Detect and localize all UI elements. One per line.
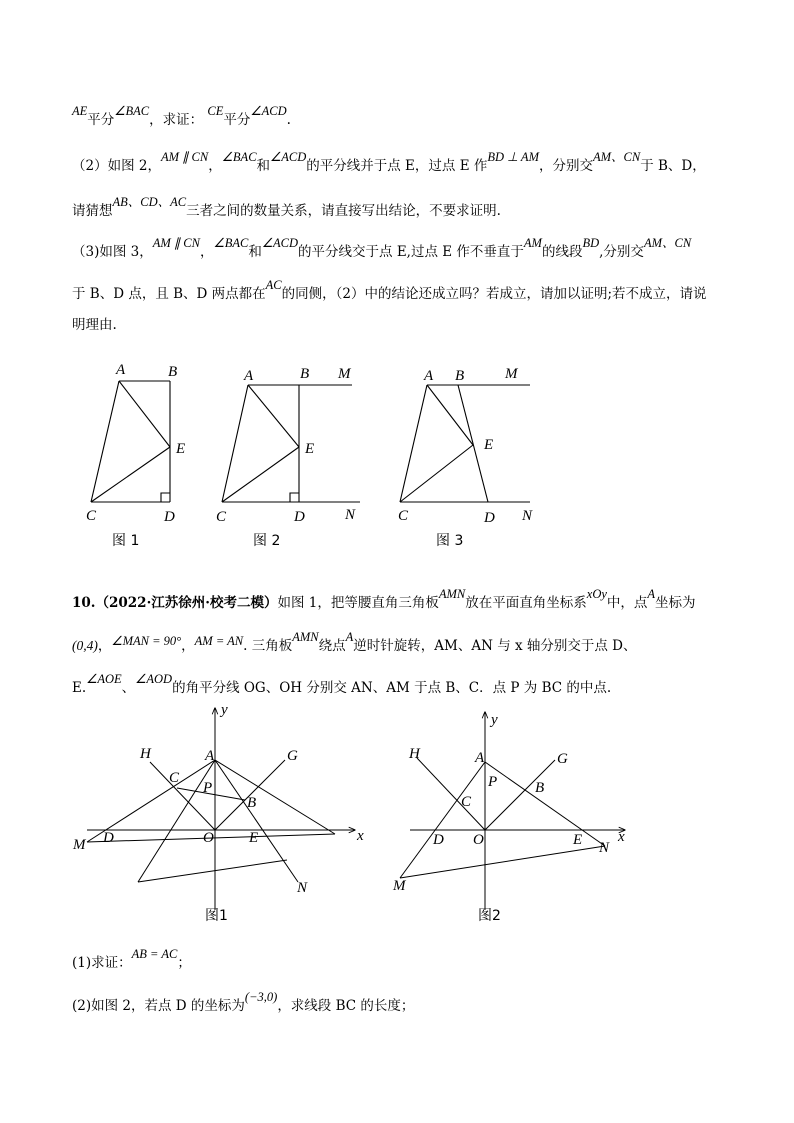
text: 放在平面直角坐标系 — [465, 595, 587, 611]
math-parallel: AM ∥ CN — [160, 150, 209, 164]
text: (2)如图 2，若点 D 的坐标为 — [72, 998, 245, 1014]
math-coord-d: (−3,0) — [244, 990, 278, 1004]
fig-q10-2-caption: 图2 — [478, 908, 501, 924]
fig1-caption: 图 1 — [112, 533, 140, 549]
text: 请猜想 — [72, 203, 113, 219]
text: 明理由. — [72, 317, 117, 333]
text: 绕点 — [318, 638, 346, 654]
fig-q10-2-oh — [417, 758, 485, 830]
fig1-segment-ac — [91, 381, 119, 502]
fig2-label-a: A — [244, 368, 254, 384]
text: 的同侧，（2）中的结论还成立吗？若成立，请加以证明;若不成立，请说 — [281, 286, 707, 302]
text: ，分别交 — [538, 158, 593, 174]
math-bac: ∠BAC — [213, 236, 249, 250]
fig1-segment-ae — [119, 381, 170, 447]
text: 三者之间的数量关系，请直接写出结论，不要求证明. — [186, 203, 501, 219]
text: ， — [97, 638, 112, 654]
text: . — [286, 112, 291, 128]
fig1-label-e: E — [176, 441, 186, 457]
text: 和 — [256, 158, 271, 174]
fig3-label-n: N — [522, 508, 533, 524]
fig-q10-2-label-b: B — [535, 780, 545, 796]
fig-q10-1-an — [215, 760, 335, 834]
fig3-label-a: A — [424, 368, 434, 384]
fig-q10-2-label-d: D — [433, 832, 444, 848]
fig-q10-1-label-b: B — [247, 795, 257, 811]
fig-q10-2-am — [400, 762, 485, 878]
fig-q10-1-label-a: A — [205, 748, 215, 764]
text: 的平分线交于点 E,过点 E 作不垂直于 — [298, 244, 524, 260]
fig-q10-1-label-c: C — [169, 770, 180, 786]
text: ； — [177, 955, 191, 971]
text: 和 — [248, 244, 262, 260]
fig-q10-2-label-y: y — [491, 712, 498, 728]
fig2-label-b: B — [300, 366, 310, 382]
math-a: A — [345, 630, 354, 644]
fig3-caption: 图 3 — [436, 533, 464, 549]
text: （2）如图 2， — [72, 158, 161, 174]
fig-q10-2-og — [485, 760, 555, 830]
text: 平分 — [87, 112, 115, 128]
fig-q10-1-label-d: D — [103, 830, 114, 846]
math-coord: (0,4) — [72, 638, 98, 653]
math-ae: AE — [72, 104, 88, 118]
fig-q10-1-label-e: E — [249, 830, 259, 846]
fig2-segment-ce — [222, 447, 299, 502]
fig1-label-c: C — [86, 508, 97, 524]
fig-q10-1-label-o: O — [203, 830, 214, 846]
math-bd: BD — [582, 236, 600, 250]
fig-q10-1-label-m: M — [73, 837, 86, 853]
paragraph-line-6 — [72, 315, 117, 335]
sub-question-2 — [72, 990, 415, 1016]
fig2-label-e: E — [305, 441, 315, 457]
fig2-label-m: M — [338, 366, 351, 382]
fig2-label-n: N — [345, 507, 356, 523]
fig-q10-2-label-x: x — [618, 829, 625, 845]
fig1-label-b: B — [168, 364, 178, 380]
sub-question-1 — [72, 947, 191, 973]
math-am-cn: AM、CN — [592, 150, 641, 164]
fig-q10-1-caption: 图1 — [205, 908, 228, 924]
text: ， — [208, 158, 222, 174]
fig-q10-1-label-g: G — [287, 748, 298, 764]
fig-q10-2-label-c: C — [461, 794, 472, 810]
text: ， — [181, 638, 195, 654]
math-ac: AC — [265, 278, 282, 292]
fig2-caption: 图 2 — [253, 533, 281, 549]
text: 的角平分线 OG、OH 分别交 AN、AM 于点 B、C．点 P 为 BC 的中点. — [172, 680, 612, 696]
fig2-segment-ae — [248, 385, 299, 447]
math-acd: ∠ACD — [270, 150, 307, 164]
paragraph-line-4 — [72, 236, 692, 262]
fig1-label-d: D — [164, 509, 175, 525]
text: ，求线段 BC 的长度； — [277, 998, 415, 1014]
math-bac: ∠BAC — [221, 150, 257, 164]
q10-line-3 — [72, 672, 612, 698]
text: 、 — [121, 680, 136, 696]
math-acd: ∠ACD — [250, 104, 287, 118]
math-amn: AMN — [292, 630, 319, 644]
fig3-label-m: M — [505, 366, 518, 382]
fig-q10-2-label-h: H — [409, 746, 420, 762]
fig-q10-2-label-n: N — [599, 840, 610, 856]
text: ， — [199, 244, 214, 260]
paragraph-line-1 — [72, 104, 291, 130]
text: 于 B、D， — [640, 158, 706, 174]
fig2-label-c: C — [216, 509, 227, 525]
fig2-segment-ac — [222, 385, 248, 502]
math-aoe: ∠AOE — [86, 672, 122, 686]
fig3-label-e: E — [484, 437, 494, 453]
question-source: （2022·江苏徐州·校考二模） — [95, 595, 278, 611]
fig-q10-1-label-y: y — [221, 702, 228, 718]
math-amn: AMN — [438, 587, 466, 601]
math-ab-ac: AB = AC — [131, 947, 178, 961]
figures-q10 — [65, 700, 645, 930]
paragraph-line-3 — [72, 195, 501, 221]
text: (1)求证： — [72, 955, 132, 971]
text: 逆时针旋转，AM、AN 与 x 轴分别交于点 D、 — [353, 638, 637, 654]
fig1-label-a: A — [116, 362, 126, 378]
text: 中，点 — [606, 595, 648, 611]
text: 平分 — [223, 112, 251, 128]
math-equal: AM = AN — [194, 634, 244, 648]
text: （3)如图 3， — [72, 244, 153, 260]
fig-q10-2-an — [485, 762, 605, 846]
text: 的平分线并于点 E，过点 E 作 — [306, 158, 488, 174]
math-am: AM — [523, 236, 542, 250]
fig1-right-angle-mark — [161, 493, 170, 502]
math-xoy: xOy — [586, 587, 607, 601]
math-three: AB、CD、AC — [112, 195, 187, 209]
fig-q10-2-label-g: G — [557, 751, 568, 767]
fig-q10-1-an2 — [215, 760, 298, 882]
figures-1-2-3 — [60, 355, 560, 555]
text: 如图 1，把等腰直角三角板 — [277, 595, 439, 611]
text: ,分别交 — [599, 244, 644, 260]
text: ，求证： — [149, 112, 204, 128]
text: 于 B、D 点，且 B、D 两点都在 — [72, 286, 266, 302]
text: E. — [72, 680, 87, 696]
fig3-label-b: B — [455, 368, 465, 384]
fig-q10-2-label-p: P — [488, 774, 498, 790]
fig-q10-2-label-o: O — [473, 832, 484, 848]
math-am-cn: AM、CN — [643, 236, 692, 250]
fig-q10-2-label-a: A — [475, 750, 485, 766]
paragraph-line-2 — [72, 150, 706, 176]
math-a: A — [647, 587, 656, 601]
text: 坐标为 — [655, 595, 696, 611]
q10-line-1 — [72, 587, 696, 613]
fig-q10-2-label-e: E — [573, 832, 583, 848]
fig-q10-1-oh — [150, 762, 215, 830]
text: 的线段 — [541, 244, 583, 260]
fig-q10-2-mn — [400, 846, 605, 878]
text: . 三角板 — [243, 638, 293, 654]
question-number: 10. — [72, 595, 96, 611]
fig-q10-2-label-m: M — [393, 878, 406, 894]
fig2-right-angle-mark — [290, 493, 299, 502]
math-parallel: AM ∥ CN — [152, 236, 200, 250]
math-bac: ∠BAC — [114, 104, 150, 118]
fig1-segment-ce — [91, 447, 170, 502]
math-acd: ∠ACD — [261, 236, 299, 250]
fig2-label-d: D — [294, 509, 305, 525]
fig-q10-1-label-h: H — [140, 746, 151, 762]
paragraph-line-5 — [72, 278, 707, 304]
fig-q10-1-label-p: P — [203, 780, 213, 796]
math-angle: ∠MAN = 90° — [111, 634, 182, 648]
q10-line-2 — [72, 630, 637, 656]
fig3-label-c: C — [398, 508, 409, 524]
fig-q10-1-mn2 — [138, 860, 287, 882]
fig3-label-d: D — [484, 510, 495, 526]
math-perp: BD ⊥ AM — [487, 150, 539, 164]
fig-q10-1-label-x: x — [357, 828, 364, 844]
fig-q10-1-label-n: N — [297, 880, 308, 896]
math-ce: CE — [207, 104, 224, 118]
math-aod: ∠AOD — [135, 672, 173, 686]
